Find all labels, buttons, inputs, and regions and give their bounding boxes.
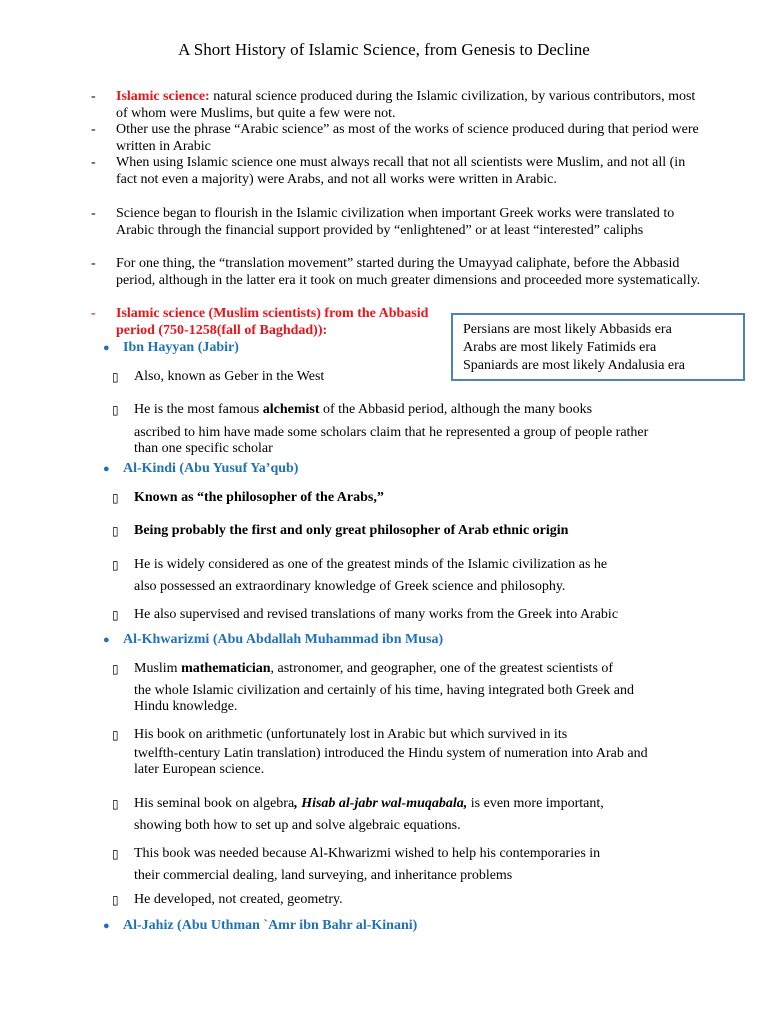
dash-item-text: Other use the phrase “Arabic science” as most of the works of science produced during that period were written in Arabic [116, 122, 699, 154]
point-text: He is the most famous alchemist of the Abbasid period, although the many books [134, 402, 593, 417]
sub-point [112, 520, 672, 542]
point-text: He developed, not created, geometry. [134, 892, 343, 907]
dash-item-translation-movement [91, 256, 706, 289]
scientist-name: Ibn Hayyan (Jabir) [123, 340, 239, 355]
dash-item-not-all-muslim [91, 155, 706, 188]
section-heading: Islamic science (Muslim scientists) from the Abbasid period (750-1258(fall of Baghdad)): [116, 306, 429, 338]
dash-marker: - [91, 206, 96, 221]
scientist-name: Al-Jahiz (Abu Uthman `Amr ibn Bahr al-Kinani) [123, 918, 418, 933]
point-text: Muslim mathematician, astronomer, and geographer, one of the greatest scientists of [134, 661, 614, 676]
document-title: A Short History of Islamic Science, from Genesis to Decline [178, 40, 590, 59]
callout-line: Spaniards are most likely Andalusia era [463, 358, 685, 373]
box-bullet-icon: ▯ [112, 847, 119, 861]
point-text: He also supervised and revised translations of many works from the Greek into Arabic [134, 607, 619, 622]
sub-point [112, 793, 672, 837]
point-text: His book on arithmetic (unfortunately lost in Arabic but which survived in its [134, 727, 568, 742]
box-bullet-icon: ▯ [112, 662, 119, 676]
sub-point [112, 604, 672, 626]
box-bullet-icon: ▯ [112, 558, 119, 572]
box-bullet-icon: ▯ [112, 608, 119, 622]
sub-point [112, 554, 672, 598]
bullet-icon: ● [103, 463, 110, 475]
dash-item-text: When using Islamic science one must always recall that not all scientists were Muslim, and not all (in fact not even a majority) were Arabs, and not all works were written in Arabic. [116, 155, 686, 187]
scientist-name: Al-Khwarizmi (Abu Abdallah Muhammad ibn Musa) [123, 632, 444, 647]
dash-marker: - [91, 122, 96, 137]
term-definition: natural science produced during the Islamic civilization, by various contributors, most of whom were Muslims, but quite a few were not. [116, 89, 696, 121]
point-text-cont: showing both how to set up and solve algebraic equations. [134, 818, 461, 833]
point-text: His seminal book on algebra, Hisab al-jabr wal-muqabala, is even more important, [134, 796, 604, 811]
dash-marker: - [91, 155, 96, 170]
dash-item-islamic-science [91, 89, 706, 122]
sub-point [112, 487, 672, 509]
bullet-icon: ● [103, 920, 110, 932]
dash-item-text: For one thing, the “translation movement” started during the Umayyad caliphate, before the Abbasid period, although in the latter era it took on much greater dimensions and proceeded more systematically. [116, 256, 701, 288]
point-text: Also, known as Geber in the West [134, 369, 325, 384]
box-bullet-icon: ▯ [112, 524, 119, 538]
box-bullet-icon: ▯ [112, 893, 119, 907]
term-label: Islamic science: [116, 89, 210, 104]
bullet-icon: ● [103, 342, 110, 354]
scientist-name: Al-Kindi (Abu Yusuf Ya’qub) [123, 461, 299, 476]
scientist-al-jahiz [103, 918, 417, 934]
sub-point [112, 889, 672, 911]
point-text: Being probably the first and only great philosopher of Arab ethnic origin [134, 523, 569, 538]
box-bullet-icon: ▯ [112, 491, 119, 505]
bullet-icon: ● [103, 634, 110, 646]
box-bullet-icon: ▯ [112, 370, 119, 384]
dash-item-arabic-science [91, 122, 706, 155]
point-text: He is widely considered as one of the greatest minds of the Islamic civilization as he [134, 557, 608, 572]
point-text: Known as “the philosopher of the Arabs,” [134, 490, 384, 505]
callout-line: Arabs are most likely Fatimids era [463, 340, 657, 355]
dash-item-flourish [91, 206, 706, 239]
box-bullet-icon: ▯ [112, 728, 119, 742]
scientist-al-khwarizmi [103, 632, 443, 648]
point-text: This book was needed because Al-Khwarizmi wished to help his contemporaries in [134, 846, 601, 861]
sub-point [112, 366, 672, 388]
scientist-al-kindi [103, 461, 298, 477]
dash-marker: - [91, 306, 96, 321]
dash-item-text: Science began to flourish in the Islamic civilization when important Greek works were translated to Arabic through the financial support provided by “enlightened” or at least “interested” caliphs [116, 206, 675, 238]
sub-point [112, 399, 672, 457]
dash-marker: - [91, 256, 96, 271]
dash-marker: - [91, 89, 96, 104]
point-text-cont: their commercial dealing, land surveying, and inheritance problems [134, 868, 513, 883]
point-text-cont: twelfth-century Latin translation) introduced the Hindu system of numeration into Arab and later European science. [134, 746, 648, 777]
scientist-ibn-hayyan [103, 340, 239, 356]
box-bullet-icon: ▯ [112, 797, 119, 811]
sub-point [112, 843, 672, 887]
dash-item-abbasid-heading [91, 306, 431, 339]
point-text-cont: the whole Islamic civilization and certainly of his time, having integrated both Greek and Hindu knowledge. [134, 683, 634, 714]
sub-point [112, 724, 672, 778]
point-text-cont: also possessed an extraordinary knowledge of Greek science and philosophy. [134, 579, 566, 594]
box-bullet-icon: ▯ [112, 403, 119, 417]
point-text-cont: ascribed to him have made some scholars claim that he represented a group of people rather than one specific scholar [134, 425, 649, 456]
callout-line: Persians are most likely Abbasids era [463, 322, 672, 337]
dash-item-text [116, 89, 706, 122]
sub-point [112, 658, 672, 715]
